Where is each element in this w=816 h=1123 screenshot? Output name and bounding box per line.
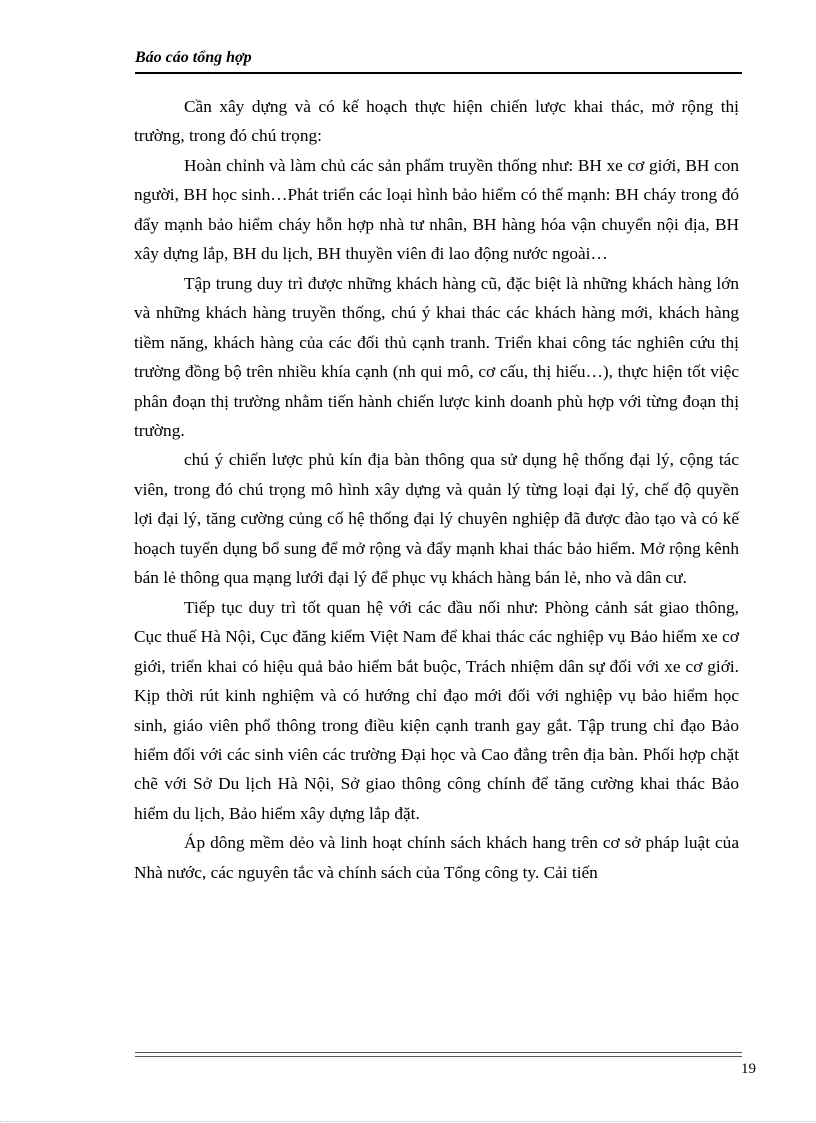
paragraph-5: Tiếp tục duy trì tốt quan hệ với các đầu nối như: Phòng cảnh sát giao thông, Cục thuế Hà Nội, Cục đăng kiểm Việt Nam để khai thác các nghiệp vụ Bảo hiểm xe cơ giới, triển khai có hiệu quả bảo hiểm bắt buộc, Trách nhiệm dân sự đối với xe cơ giới. Kịp thời rút kinh nghiệm và có hướng chỉ đạo mới đối với nghiệp vụ bảo hiểm học sinh, giáo viên phổ thông trong điều kiện cạnh tranh gay gắt. Tập trung chỉ đạo Bảo hiểm đối với các sinh viên các trường Đại học và Cao đẳng trên địa bàn. Phối hợp chặt chẽ với Sở Du lịch Hà Nội, Sở giao thông công chính để tăng cường khai thác Bảo hiểm du lịch, Bảo hiểm xây dựng lắp đặt. [134,597,739,823]
document-body [134,92,739,887]
footer-rule [135,1052,742,1053]
footer-rule-secondary [135,1056,742,1057]
paragraph-1: Cần xây dựng và có kế hoạch thực hiện chiến lược khai thác, mở rộng thị trường, trong đó chú trọng: [134,97,739,146]
document-title: Báo cáo tổng hợp [135,49,252,66]
page-edge-divider [0,1121,816,1122]
paragraph-6: Áp dông mềm dẻo và linh hoạt chính sách khách hang trên cơ sở pháp luật của Nhà nước, các nguyên tắc và chính sách của Tổng công ty. Cải tiến [134,833,739,882]
paragraph-4: chú ý chiến lược phủ kín địa bàn thông qua sử dụng hệ thống đại lý, cộng tác viên, trong đó chú trọng mô hình xây dựng và quản lý từng loại đại lý, chế độ quyền lợi đại lý, tăng cường củng cố hệ thống đại lý chuyên nghiệp đã được đào tạo và có kế hoạch tuyển dụng bổ sung để mở rộng và đẩy mạnh khai thác bảo hiểm. Mở rộng kênh bán lẻ thông qua mạng lưới đại lý để phục vụ khách hàng bán lẻ, nho và dân cư. [134,450,739,588]
page-footer [135,1052,756,1077]
paragraph-2: Hoàn chỉnh và làm chủ các sản phẩm truyền thống như: BH xe cơ giới, BH con người, BH học sinh…Phát triển các loại hình bảo hiểm có thế mạnh: BH cháy trong đó đẩy mạnh bảo hiểm cháy hỗn hợp nhà tư nhân, BH hàng hóa vận chuyển nội địa, BH xây dựng lắp, BH du lịch, BH thuyền viên đi lao động nước ngoài… [134,155,739,264]
paragraph-3: Tập trung duy trì được những khách hàng cũ, đặc biệt là những khách hàng lớn và những khách hàng truyền thống, chú ý khai thác các khách hàng mới, khách hàng tiềm năng, khách hàng của các đối thủ cạnh tranh. Triển khai công tác nghiên cứu thị trường đồng bộ trên nhiều khía cạnh (nh qui mô, cơ cấu, thị hiếu…), thực hiện tốt việc phân đoạn thị trường nhằm tiến hành chiến lược kinh doanh phù hợp với từng đoạn thị trường. [134,273,739,440]
page-header [135,48,742,74]
page-number: 19 [741,1061,756,1077]
